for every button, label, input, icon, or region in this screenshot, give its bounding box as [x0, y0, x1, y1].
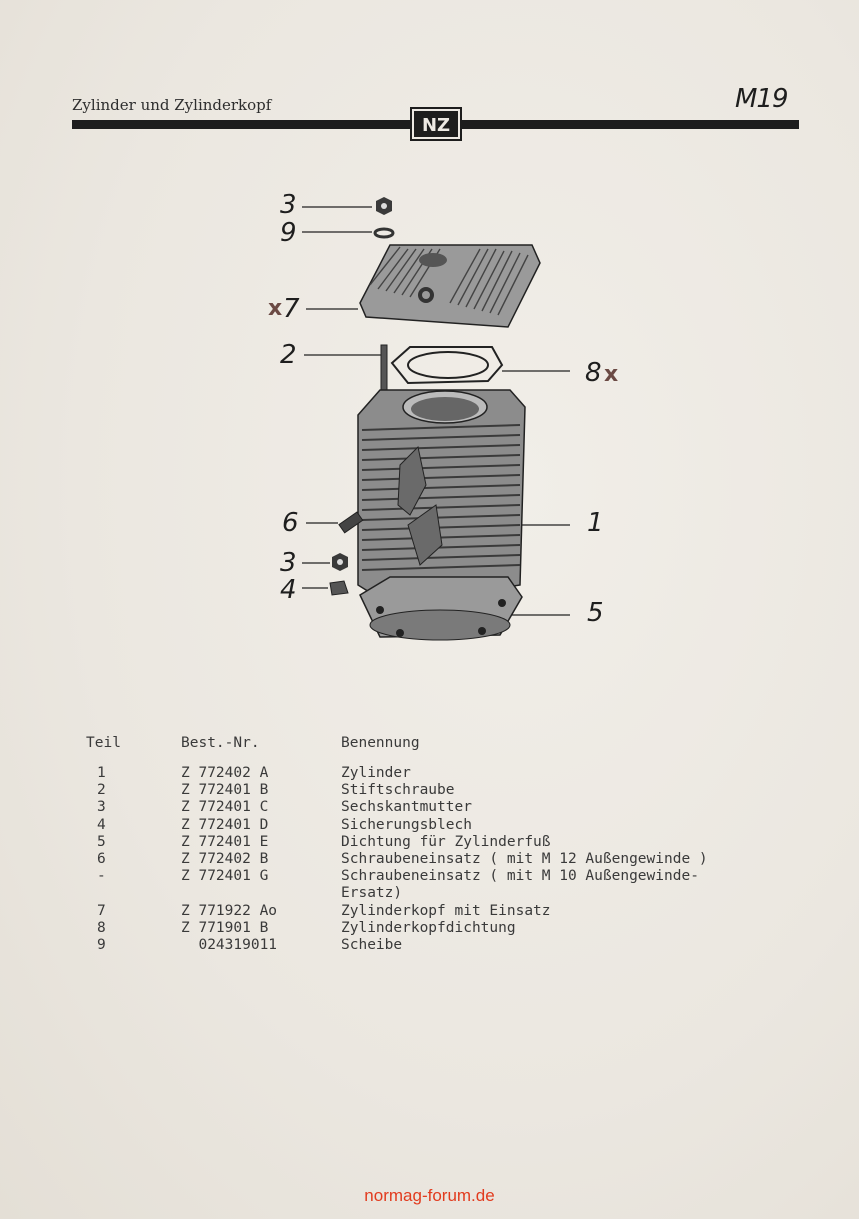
cylinder-head	[360, 245, 540, 327]
callout-screw-insert: 6	[282, 508, 299, 538]
cell-name: Dichtung für Zylinderfuß	[341, 833, 551, 850]
cell-name: Scheibe	[341, 937, 403, 953]
callout-cylinder: 1	[587, 508, 604, 538]
cell-name: Zylinder	[341, 765, 411, 781]
callout-base-gasket: 5	[587, 598, 604, 628]
cell-nr: Z 772401 D	[181, 816, 269, 833]
cell-name: Schraubeneinsatz ( mit M 10 Außengewinde-	[341, 868, 699, 885]
watermark: normag-forum.de	[364, 1186, 495, 1205]
pencil-mark-8: x	[604, 362, 619, 387]
cell-nr: Z 772401 E	[181, 833, 269, 850]
cell-name: Ersatz)	[341, 885, 403, 902]
cell-nr: 024319011	[181, 937, 278, 953]
cell-teil: -	[97, 868, 106, 885]
cell-name: Zylinderkopf mit Einsatz	[341, 902, 551, 919]
nz-logo: NZ	[412, 109, 460, 139]
cell-name: Zylinderkopfdichtung	[341, 919, 516, 936]
cell-teil: 5	[97, 833, 106, 850]
exploded-view-diagram	[240, 185, 660, 665]
header-teil: Teil	[86, 735, 121, 751]
callout-stud: 2	[280, 340, 297, 370]
callout-lock-washer: 4	[280, 575, 297, 605]
cell-nr: Z 772402 B	[181, 851, 269, 867]
cell-teil: 1	[97, 765, 106, 781]
cell-name: Schraubeneinsatz ( mit M 12 Außengewinde )	[341, 851, 708, 867]
nut-top	[376, 197, 392, 215]
header-best-nr: Best.-Nr.	[181, 735, 260, 751]
cell-nr: Z 771901 B	[181, 919, 269, 936]
cell-teil: 2	[97, 782, 106, 799]
cell-teil: 8	[97, 919, 106, 936]
cell-nr: Z 772401 C	[181, 799, 269, 816]
callout-cylinder-head: 7	[283, 294, 300, 324]
cell-teil: 7	[97, 902, 106, 919]
callout-nut-top: 3	[280, 190, 297, 220]
callout-nut-lower: 3	[280, 548, 297, 578]
head-gasket	[392, 347, 502, 383]
cell-name: Stiftschraube	[341, 782, 455, 799]
cell-nr: Z 772402 A	[181, 765, 269, 781]
cell-teil: 4	[97, 816, 106, 833]
cell-teil: 3	[97, 799, 106, 816]
pencil-mark-7: x	[268, 296, 283, 321]
cell-nr: Z 772401 B	[181, 782, 269, 799]
cell-teil: 9	[97, 937, 106, 953]
callout-washer: 9	[280, 218, 297, 248]
cell-teil: 6	[97, 851, 106, 867]
callout-head-gasket: 8	[585, 358, 602, 388]
cell-nr: Z 771922 Ao	[181, 902, 278, 919]
cell-name: Sicherungsblech	[341, 816, 472, 833]
page-code: M19	[735, 84, 788, 114]
cell-name: Sechskantmutter	[341, 799, 472, 816]
cylinder-body	[358, 390, 525, 605]
cell-nr: Z 772401 G	[181, 868, 269, 885]
section-title: Zylinder und Zylinderkopf	[72, 96, 272, 114]
base-gasket	[360, 577, 522, 640]
header-benennung: Benennung	[341, 735, 420, 751]
